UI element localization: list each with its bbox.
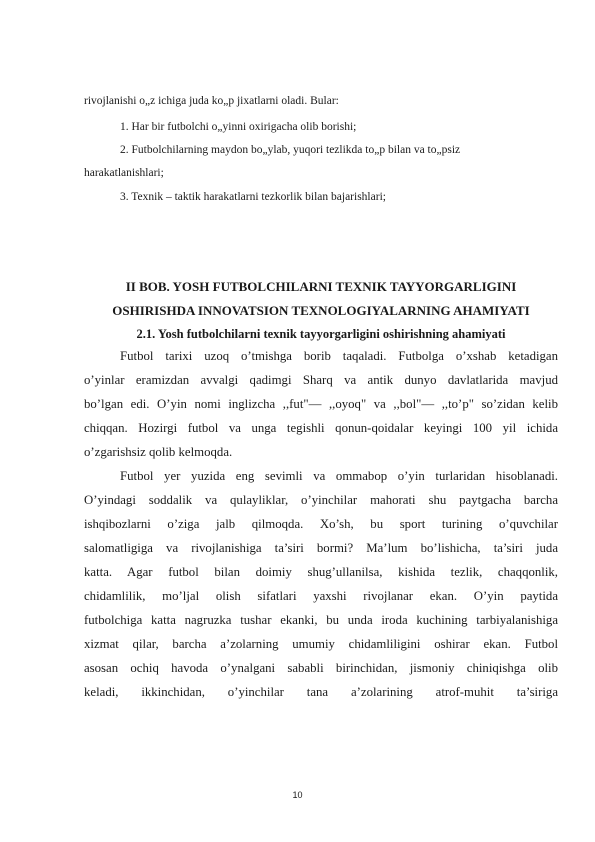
paragraph-line: O’yindagi soddalik va qulayliklar, o’yinchilar mahorati shu paytgacha barcha [84, 493, 558, 507]
intro-line: rivojlanishi o„z ichiga juda ko„p jixatlarni oladi. Bular: [84, 95, 339, 107]
paragraph-line: chiqqan. Hozirgi futbol va unga tegishli qonun-qoidalar keyingi 100 yil ichida [84, 421, 558, 435]
paragraph-line: bo’lgan edi. O’yin nomi inglizcha ,,fut"— ,,oyoq" va ,,bol"— ,,to’p" so’zidan kelib [84, 397, 558, 411]
list-item-3: 3. Texnik – taktik harakatlarni tezkorlik bilan bajarishlari; [120, 191, 386, 203]
paragraph-line: futbolchiga katta nagruzka tushar ekanki, bu unda iroda kuchining tarbiyalanishiga [84, 613, 558, 627]
list-item-1: 1. Har bir futbolchi o„yinni oxirigacha olib borishi; [120, 121, 357, 133]
paragraph-line: asosan ochiq havoda o’ynalgani sababli birinchidan, jismoniy chiniqishga olib [84, 661, 558, 675]
paragraph-line: Futbol yer yuzida eng sevimli va ommabop o’yin turlaridan hisoblanadi. [120, 469, 558, 483]
paragraph-line: keladi, ikkinchidan, o’yinchilar tana a’zolarining atrof-muhit ta’siriga [84, 685, 558, 699]
paragraph-line: o’yinlar eramizdan avvalgi qadimgi Sharq va antik dunyo davlatlarida mavjud [84, 373, 558, 387]
paragraph-line: o’zgarishsiz qolib kelmoqda. [84, 445, 233, 459]
paragraph-line: xizmat qilar, barcha a’zolarning umumiy chidamliligini oshirar ekan. Futbol [84, 637, 558, 651]
paragraph-line: chidamlilik, mo’ljal olish sifatlari yaxshi rivojlanar ekan. O’yin paytida [84, 589, 558, 603]
list-item-2: 2. Futbolchilarning maydon bo„ylab, yuqori tezlikda to„p bilan va to„psiz [120, 144, 461, 156]
chapter-title-line-2: OSHIRISHDA INNOVATSION TEXNOLOGIYALARNING AHAMIYATI [112, 303, 530, 318]
paragraph-line: salomatligiga va rivojlanishiga ta’siri bormi? Ma’lum bo’lishicha, ta’siri juda [84, 541, 558, 555]
chapter-title-line-1: II BOB. YOSH FUTBOLCHILARNI TEXNIK TAYYORGARLIGINI [125, 279, 517, 294]
paragraph-line: Futbol tarixi uzoq o’tmishga borib taqaladi. Futbolga o’xshab ketadigan [120, 349, 558, 363]
paragraph-line: katta. Agar futbol bilan doimiy shug’ullanilsa, kishida tezlik, chaqqonlik, [84, 565, 558, 579]
section-title: 2.1. Yosh futbolchilarni texnik tayyorgarligini oshirishning ahamiyati [136, 327, 506, 341]
paragraph-line: ishqibozlarni o’ziga jalb qilmoqda. Xo’sh, bu sport turining o’quvchilar [84, 517, 558, 531]
page-number: 10 [292, 790, 303, 800]
list-item-2-continuation: harakatlanishlari; [84, 167, 164, 179]
